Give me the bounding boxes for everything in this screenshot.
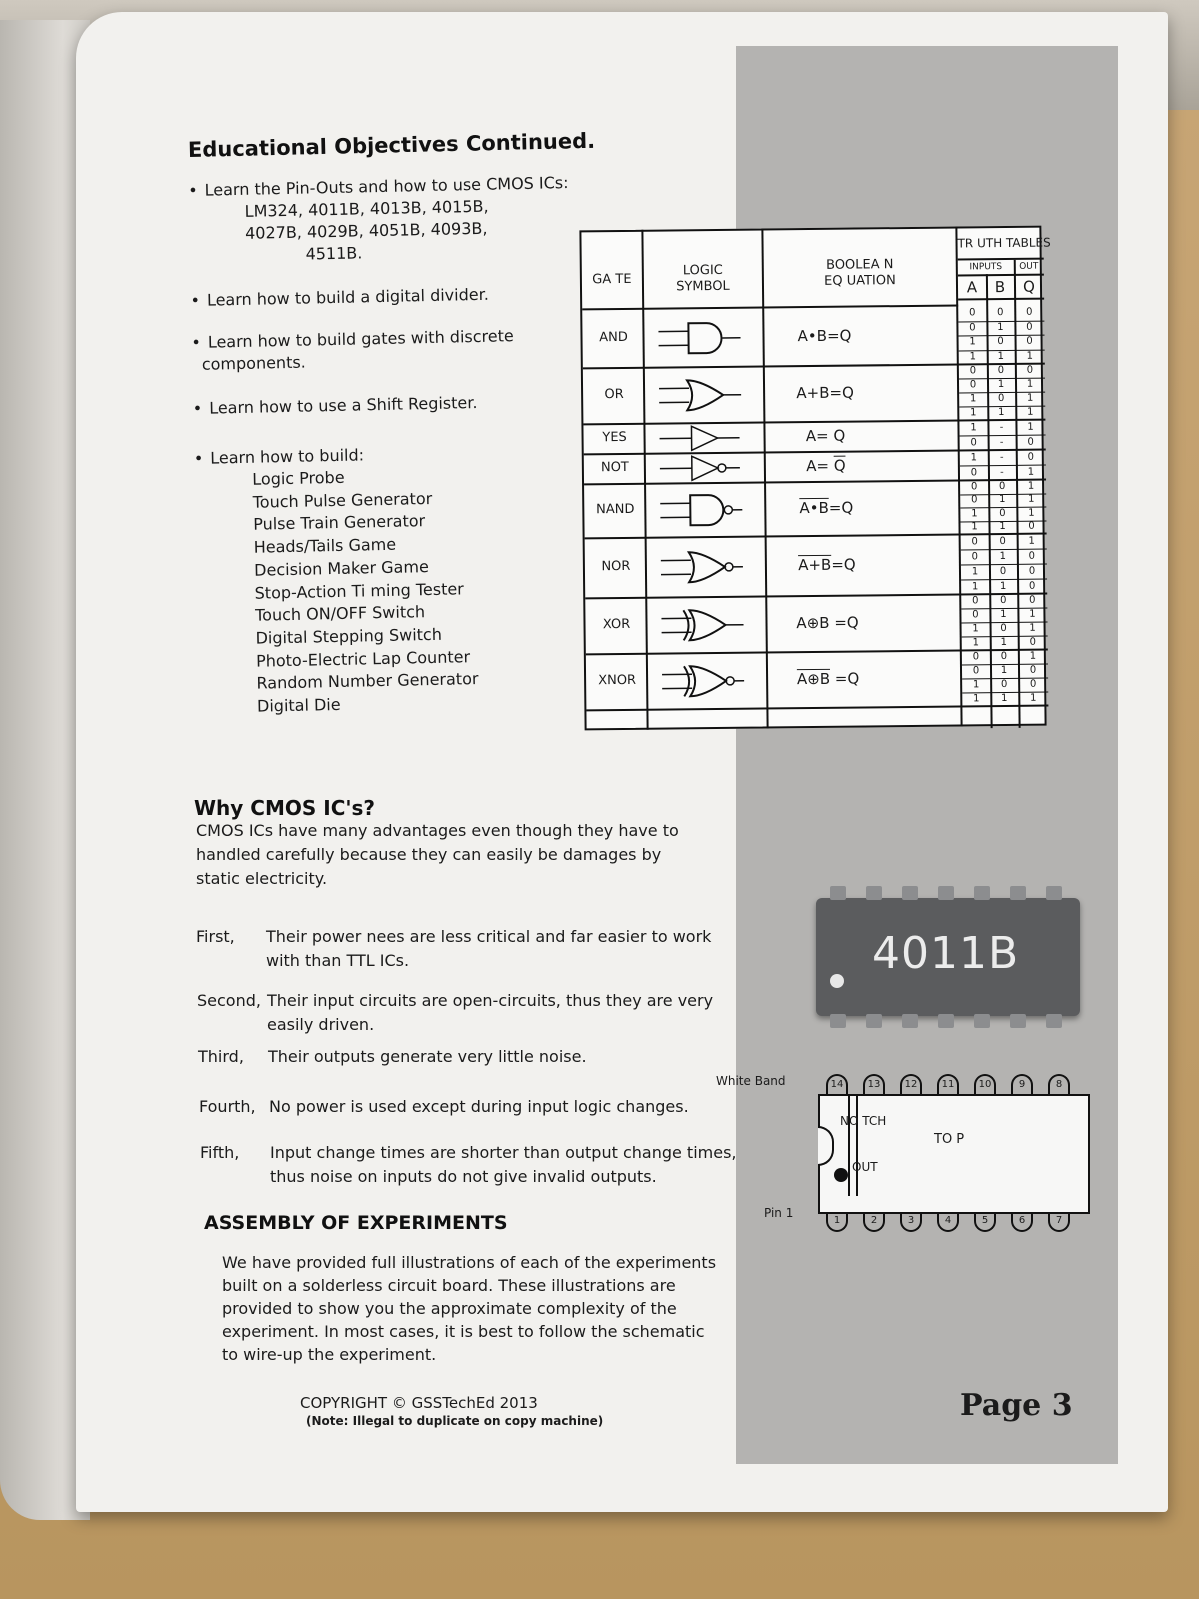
dip-top-pin: 14: [826, 1074, 848, 1096]
truth-cell: 1: [997, 378, 1005, 391]
point-text: No power is used except during input logic changes.: [269, 1097, 689, 1116]
eq-overline: $\overline{Q}$: [833, 456, 846, 475]
truth-cell: 1: [999, 550, 1007, 562]
eq-overline: A⊕B: [796, 669, 831, 689]
truth-cell: 1: [999, 521, 1006, 533]
point-text: with than TTL ICs.: [266, 951, 410, 970]
truth-cell: 0: [997, 364, 1005, 377]
truth-cell: 0: [1026, 364, 1034, 376]
truth-cell: 1: [1026, 350, 1033, 362]
eq-part: A•B=Q: [797, 326, 852, 346]
truth-cell: 0: [1026, 335, 1033, 348]
pin1-marker: [834, 1168, 848, 1182]
dip-bottom-pin: 1: [826, 1212, 848, 1232]
dip-bottom-pin: 4: [937, 1212, 959, 1232]
truth-cell: 0: [970, 494, 978, 506]
truth-cell: 0: [969, 307, 976, 319]
gate-col-header: GA TE: [592, 271, 632, 288]
boolean-equation: [766, 456, 886, 475]
truth-cell: 0: [998, 480, 1006, 492]
truth-cell: 1: [1000, 636, 1007, 649]
truth-cell: 0: [1028, 520, 1035, 532]
truth-cell: 1: [1000, 664, 1008, 677]
assembly-line: provided to show you the approximate complexity of the: [222, 1299, 677, 1318]
eq-part: =Q: [831, 555, 856, 574]
truth-cell: 0: [970, 436, 977, 448]
gate-name-xnor: XNOR: [598, 672, 637, 689]
boolean-equation: [765, 383, 885, 402]
out-header: OUT: [1019, 261, 1039, 272]
truth-cell: 1: [971, 508, 978, 520]
build-item: Logic Probe: [252, 467, 345, 489]
bullet-discrete-gates: • Learn how to build gates with discrete: [191, 325, 514, 354]
copyright-text: COPYRIGHT © GSSTechEd 2013: [300, 1394, 538, 1412]
dip-top-pin: 9: [1011, 1074, 1033, 1096]
truth-cell: 0: [1029, 594, 1036, 606]
build-item: Digital Die: [256, 694, 341, 716]
truth-cell: 1: [998, 406, 1005, 419]
assembly-line: to wire-up the experiment.: [222, 1345, 437, 1364]
bullet-pinouts: • Learn the Pin-Outs and how to use CMOS ICs:: [188, 172, 569, 202]
ic-list-line: 4511B.: [305, 243, 363, 264]
point-text: Their power nees are less critical and far easier to work: [266, 927, 712, 946]
truth-cell: 0: [999, 565, 1007, 577]
boolean-equation: [765, 426, 885, 445]
top-label: TO P: [934, 1132, 965, 1147]
dip-pinout-diagram: [818, 1079, 1090, 1226]
truth-cell: 0: [970, 481, 978, 493]
truth-cell: 0: [1000, 650, 1008, 663]
logic-symbol-header-2: SYMBOL: [676, 278, 730, 295]
gate-symbol-or: [649, 377, 759, 414]
chip-pin-bottom: [938, 1014, 954, 1028]
truth-cell: 1: [1001, 692, 1008, 705]
truth-cell: 1: [1000, 608, 1007, 621]
eq-part: A=: [806, 456, 834, 476]
assembly-line: We have provided full illustrations of each of the experiments: [222, 1253, 717, 1272]
dip-top-pin: 11: [937, 1074, 959, 1096]
truth-cell: 0: [1029, 664, 1037, 676]
notch-shape: [818, 1126, 834, 1166]
gate-symbol-and: [648, 320, 758, 357]
chip-label: 4011B: [872, 928, 1020, 979]
boolean-equation: [766, 498, 886, 517]
assembly-line: experiment. In most cases, it is best to follow the schematic: [222, 1322, 705, 1341]
truth-cell: 1: [971, 521, 978, 533]
build-item: Decision Maker Game: [253, 556, 429, 580]
eq-overline: A+B: [798, 555, 832, 575]
col-a-header: A: [966, 278, 978, 297]
logic-symbol-header-1: LOGIC: [682, 262, 723, 279]
truth-cell: 0: [1000, 622, 1007, 635]
out-label: OUT: [852, 1160, 878, 1174]
logic-gate-table: [579, 226, 1051, 731]
truth-cell: 0: [1026, 306, 1033, 319]
truth-cell: 0: [1026, 321, 1033, 333]
eq-part: =Q: [829, 669, 860, 688]
pin1-label: Pin 1: [764, 1206, 794, 1220]
chip-pin-bottom: [866, 1014, 882, 1028]
col-b-header: B: [994, 277, 1006, 297]
truth-cell: 1: [972, 637, 979, 649]
truth-cell: 0: [971, 550, 979, 562]
dip-top-pin: 8: [1048, 1074, 1070, 1096]
gate-name-not: NOT: [600, 459, 629, 476]
bullet-divider: • Learn how to build a digital divider.: [190, 284, 489, 312]
truth-cell: 1: [1028, 507, 1035, 519]
ic-list-line: 4027B, 4029B, 4051B, 4093B,: [244, 218, 488, 243]
truth-cell: 0: [999, 535, 1006, 547]
build-item: Stop-Action Ti ming Tester: [254, 578, 464, 603]
truth-cell: 0: [971, 535, 978, 547]
point-text: Their outputs generate very little noise.: [268, 1047, 587, 1066]
truth-cell: 1: [1027, 493, 1035, 505]
notch-label: NO TCH: [840, 1114, 887, 1128]
gate-symbol-xnor: [652, 663, 762, 700]
truth-cell: 1: [1029, 650, 1037, 662]
chip-pin-bottom: [902, 1014, 918, 1028]
gate-symbol-not: [650, 450, 760, 487]
truth-cell: 1: [970, 421, 977, 433]
truth-cell: 0: [1000, 678, 1008, 691]
dip-bottom-pin: 5: [974, 1212, 996, 1232]
truth-cell: 0: [1000, 594, 1007, 607]
truth-cell: 1: [973, 693, 980, 705]
gate-symbol-nor: [651, 549, 761, 586]
dip-bottom-pin: 2: [863, 1212, 885, 1232]
white-band-label: White Band: [716, 1074, 786, 1088]
build-item: Touch ON/OFF Switch: [254, 602, 426, 625]
dip-top-pin: 10: [974, 1074, 996, 1096]
chip-pin-top: [830, 886, 846, 900]
point-key: Fourth,: [199, 1097, 256, 1116]
eq-part: A⊕B =Q: [796, 613, 859, 633]
chip-pin-top: [902, 886, 918, 900]
truth-cell: 0: [969, 322, 976, 334]
truth-cell: 0: [972, 595, 979, 607]
truth-cell: 1: [998, 494, 1006, 506]
point-text: easily driven.: [267, 1015, 375, 1034]
gate-name-and: AND: [599, 329, 628, 346]
build-item: Pulse Train Generator: [253, 511, 426, 535]
assembly-line: built on a solderless circuit board. These illustrations are: [222, 1276, 676, 1295]
dip-top-pin: 13: [863, 1074, 885, 1096]
chip-pin-bottom: [1046, 1014, 1062, 1028]
chip-pin-bottom: [1010, 1014, 1026, 1028]
truth-cell: 1: [972, 679, 980, 691]
build-item: Heads/Tails Game: [253, 534, 397, 557]
eq-part: A+B=Q: [796, 383, 854, 403]
dip-top-pin: 12: [900, 1074, 922, 1096]
chip-pin-bottom: [974, 1014, 990, 1028]
assembly-heading: ASSEMBLY OF EXPERIMENTS: [204, 1212, 508, 1234]
build-item: Random Number Generator: [256, 669, 479, 693]
chip-pin-top: [974, 886, 990, 900]
truth-cell: 0: [1027, 451, 1035, 463]
eq-part: A= Q: [805, 426, 846, 446]
point-key: Second,: [197, 991, 261, 1010]
truth-cell: 0: [972, 651, 980, 663]
gate-symbol-nand: [650, 492, 760, 529]
truth-cell: 1: [1027, 406, 1034, 418]
truth-cell: -: [999, 451, 1004, 463]
truth-cell: 0: [969, 379, 977, 391]
ic-list-line: LM324, 4011B, 4013B, 4015B,: [244, 196, 489, 221]
gate-name-or: OR: [604, 386, 624, 403]
truth-cell: 1: [1027, 480, 1035, 492]
bullet-shift-register: • Learn how to use a Shift Register.: [193, 392, 478, 420]
gate-name-nand: NAND: [596, 501, 635, 518]
truth-cell: 0: [997, 307, 1004, 319]
why-cmos-heading: Why CMOS IC's?: [194, 796, 375, 820]
truth-cell: 0: [1028, 550, 1036, 562]
truth-cell: 1: [997, 350, 1004, 362]
chip-pin-top: [1046, 886, 1062, 900]
truth-cell: 0: [1028, 580, 1036, 592]
gate-name-nor: NOR: [601, 558, 631, 575]
chip-pin-bottom: [830, 1014, 846, 1028]
dip-bottom-pin: 7: [1048, 1212, 1070, 1232]
objectives-heading: Educational Objectives Continued.: [187, 128, 596, 162]
truth-cell: 1: [971, 580, 979, 592]
gate-symbol-xor: [651, 607, 761, 644]
boolean-equation: [767, 555, 887, 574]
build-item: Touch Pulse Generator: [252, 488, 433, 512]
truth-cell: 0: [1028, 565, 1036, 577]
truth-cell: 0: [999, 507, 1006, 519]
dip-bottom-pin: 3: [900, 1212, 922, 1232]
ic-chip-4011b: [816, 898, 1080, 1016]
page-number: Page 3: [960, 1388, 1073, 1423]
point-key: First,: [196, 927, 235, 946]
truth-cell: 1: [1026, 392, 1034, 404]
truth-tables-header: TR UTH TABLES: [957, 235, 1051, 251]
truth-cell: 0: [1027, 436, 1034, 448]
bullet-discrete-gates-cont: components.: [201, 352, 306, 374]
point-text: Their input circuits are open-circuits, thus they are very: [267, 991, 714, 1010]
point-text: thus noise on inputs do not give invalid outputs.: [270, 1167, 657, 1186]
truth-cell: 1: [969, 393, 977, 405]
why-intro-line: static electricity.: [196, 869, 328, 888]
truth-cell: 0: [970, 466, 978, 478]
truth-cell: 1: [1030, 692, 1037, 704]
row-divider: [586, 705, 1048, 712]
boolean-header-2: EQ UATION: [824, 273, 896, 289]
chip-pin-top: [866, 886, 882, 900]
chip-pin-top: [938, 886, 954, 900]
boolean-equation: [764, 326, 884, 345]
truth-cell: 1: [999, 580, 1007, 592]
boolean-equation: [767, 613, 887, 632]
chip-pin-top: [1010, 886, 1026, 900]
truth-cell: 1: [1029, 622, 1036, 634]
truth-cell: -: [999, 436, 1004, 448]
truth-cell: 1: [969, 336, 976, 348]
truth-cell: 1: [1029, 608, 1036, 620]
boolean-header-1: BOOLEA N: [826, 257, 894, 273]
truth-cell: 1: [970, 407, 977, 419]
truth-cell: 0: [969, 365, 977, 377]
boolean-equation: [768, 669, 888, 688]
why-intro-line: CMOS ICs have many advantages even though they have to: [196, 821, 679, 840]
truth-cell: 1: [970, 451, 978, 463]
truth-cell: 1: [997, 321, 1004, 333]
build-item: Digital Stepping Switch: [255, 624, 443, 648]
copy-note: (Note: Illegal to duplicate on copy machine): [306, 1414, 604, 1428]
build-item: Photo-Electric Lap Counter: [255, 646, 471, 671]
why-intro-line: handled carefully because they can easily be damages by: [196, 845, 662, 864]
truth-cell: 1: [1027, 421, 1034, 433]
truth-cell: 0: [972, 665, 980, 677]
col-q-header: Q: [1023, 277, 1036, 296]
truth-cell: 0: [1029, 678, 1037, 690]
truth-cell: 1: [969, 351, 976, 363]
truth-cell: -: [999, 421, 1004, 433]
truth-cell: 1: [972, 623, 979, 635]
truth-cell: 1: [1028, 535, 1035, 547]
truth-cell: 0: [1029, 636, 1036, 648]
point-key: Third,: [198, 1047, 244, 1066]
point-key: Fifth,: [200, 1143, 240, 1162]
truth-cell: 0: [972, 609, 979, 621]
truth-cell: 0: [997, 392, 1005, 405]
bullet-build: • Learn how to build:: [194, 444, 365, 470]
truth-cell: 1: [1027, 466, 1035, 478]
point-text: Input change times are shorter than output change times,: [270, 1143, 737, 1162]
eq-part: =Q: [828, 498, 854, 517]
truth-cell: 1: [1026, 378, 1034, 390]
truth-cell: 0: [997, 336, 1004, 348]
pin1-dot: [830, 974, 844, 988]
inputs-header: INPUTS: [969, 262, 1003, 273]
truth-cell: 1: [971, 565, 979, 577]
truth-cell: -: [1000, 466, 1004, 478]
dip-bottom-pin: 6: [1011, 1212, 1033, 1232]
eq-overline: A•B: [799, 498, 829, 518]
gate-name-yes: YES: [602, 429, 627, 446]
gate-name-xor: XOR: [602, 616, 631, 633]
